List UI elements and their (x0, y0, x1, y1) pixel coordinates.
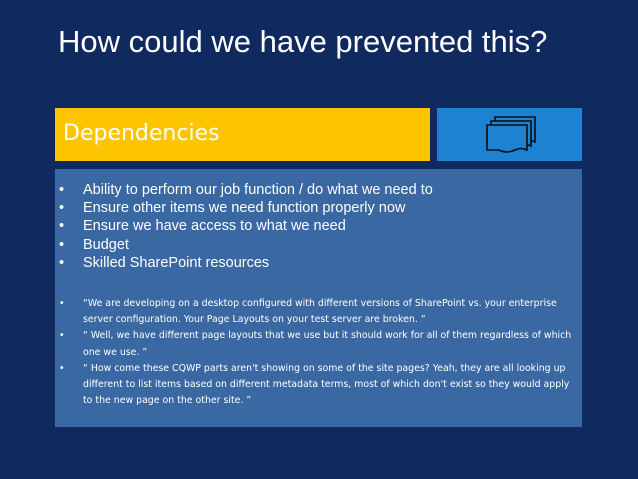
list-item: • Skilled SharePoint resources (55, 254, 575, 272)
banner-label: Dependencies (63, 121, 220, 146)
slide-title: How could we have prevented this? (58, 24, 548, 59)
section-banner (55, 108, 430, 161)
list-item: • Budget (55, 236, 575, 254)
list-item: • Ensure we have access to what we need (55, 217, 575, 235)
stacked-cards-icon (483, 114, 539, 156)
quote-list (55, 296, 577, 409)
icon-tile (437, 108, 582, 161)
quote-item: • “We are developing on a desktop configured with different versions of SharePoint vs. your enterprise server configuration. Your Page Layouts on your test server are broken. ” (55, 296, 577, 328)
list-item: • Ability to perform our job function / do what we need to (55, 181, 575, 199)
quote-item: • “ How come these CQWP parts aren't showing on some of the site pages? Yeah, they are all looking up different to list items based on different metadata terms, most of which don't exist so they would apply to the new page on the other site. ” (55, 361, 577, 410)
list-item: • Ensure other items we need function properly now (55, 199, 575, 217)
content-box (55, 169, 582, 427)
dependency-list (55, 181, 575, 272)
quote-item: • “ Well, we have different page layouts that we use but it should work for all of them regardless of which one we use. ” (55, 328, 577, 360)
